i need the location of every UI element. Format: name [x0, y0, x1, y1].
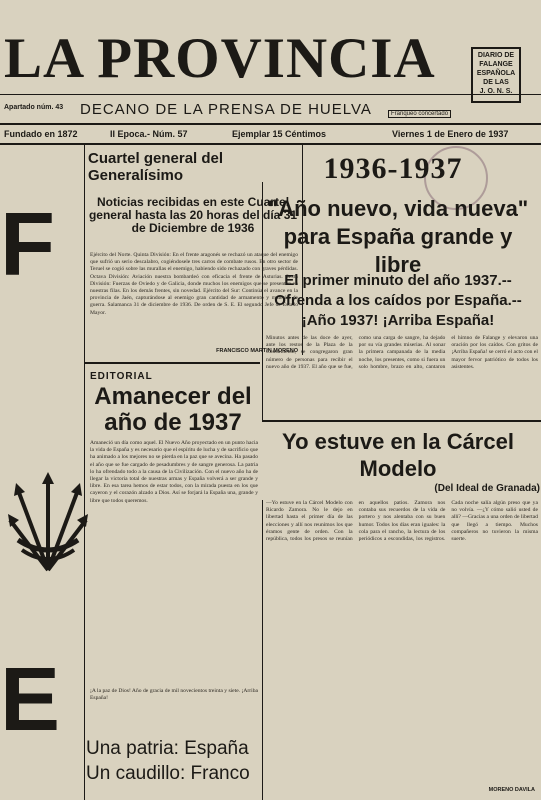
decano-tagline: DECANO DE LA PRENSA DE HUELVA	[80, 101, 372, 118]
editorial-motto: ¡A la paz de Dios! Año de gracia de mil novecientos treinta y siete. ¡Arriba España!	[90, 688, 258, 702]
cuartel-body: Ejército del Norte. Quinta División: En el frente aragonés se rechazó un ataque del enemigo que sufrió un serio descalabro, cogiéndosele tres carros de combate rusos. En otro sector de Teruel se cogió sobre las murallas el enemigo, habiendo sido rechazado con graves pérdidas. Octava División: Aviación nuestra bombardeó con eficacia el frente de Asturias. Sexta División: Fuerzas de Oviedo y de Galicia, donde muchos los enemigos que se presentan en nuestras filas. En los demás frentes, sin novedad. Ejército del Sur: Continúa el avance en la provincia de Jaén, capturándose al enemigo gran cantidad de armamento y material de guerra. Salamanca 31 de diciembre de 1936. De orden de S. E. El segundo Jefe de Estado Mayor.	[90, 252, 298, 316]
carcel-heading: Yo estuve en la Cárcel Modelo	[282, 429, 514, 481]
carcel-source: (Del Ideal de Granada)	[434, 483, 540, 494]
editorial-body: Amaneció un día como aquel. El Nuevo Año proyectado en un punto hacia la vida de España y es necesario que el espíritu de lucha y de sacrificio que ha animado a los mejores no se pierda en la paz que se avecina. Ha pasado el año que se fue cargado de pesadumbres y de sangre generosa. La patria lo ha ofrendado todo a la causa de la Civilización. Con el nuevo año ha de llegar la victoria total de nuestras armas y España volverá a ser grande y libre. En esa tarea hemos de estar todos, con la mirada puesta en los que cayeron y el corazón alzado a Dios. Así se forjará la España una, grande y libre que todos queremos.	[90, 440, 258, 504]
slogan-patria: Una patria: España	[86, 738, 249, 759]
section-rule	[262, 420, 541, 422]
franqueo-stamp: Franqueo concertado	[388, 110, 451, 118]
margin-letter-f: F	[0, 195, 55, 295]
slogan-caudillo: Un caudillo: Franco	[86, 763, 250, 784]
section-rule	[84, 362, 260, 364]
issue-info-bar	[0, 123, 541, 145]
main-headline: "Año nuevo, vida nueva" para España grande y libre	[267, 196, 529, 277]
masthead-title: LA PROVINCIA	[4, 27, 436, 90]
falange-line: ESPAÑOLA	[476, 70, 516, 77]
column-rule	[84, 145, 85, 800]
cuartel-subheading: Noticias recibidas en este Cuartel general hasta las 20 horas del día 31 de Diciembre de 1936	[88, 195, 298, 235]
main-body: Minutos antes de las doce de ayer, ante los restos de la Plaza de la Constitución, se congregaron gran número de personas para recibir el nuevo año de 1937. El año que se fue, como una carga de sangre, ha dejado por su vía grandes miserias. Al sonar la primera campanada de la media noche, los presentes, como si fuera un solo hombre, brazo en alto, cantaron el himno de Falange y elevaron una oración por los caídos. Con gritos de ¡Arriba España! se cerró el acto con el mayor fervor patriótico de todos los asistentes.	[266, 335, 538, 370]
apartado-label: Apartado núm. 43	[4, 104, 64, 111]
main-subheadline: El primer minuto del año 1937.--Ofrenda a los caídos por España.--¡Año 1937! ¡Arriba España!	[274, 272, 522, 329]
date-label: Viernes 1 de Enero de 1937	[392, 129, 509, 139]
editorial-tag: EDITORIAL	[90, 371, 153, 382]
margin-letter-e: E	[0, 650, 61, 750]
years-heading: 1936-1937	[323, 152, 463, 185]
falange-line: DE LAS	[483, 79, 509, 86]
falange-line: DIARIO DE	[477, 52, 515, 59]
cuartel-heading: Cuartel general del Generalísimo	[88, 150, 224, 184]
price-label: Ejemplar 15 Céntimos	[232, 129, 327, 139]
editorial-heading: Amanecer del año de 1937	[94, 383, 252, 436]
yoke-and-arrows-emblem	[8, 470, 88, 580]
epoca-label: II Epoca.- Núm. 57	[110, 129, 188, 139]
carcel-signature: MORENO DAVILA	[488, 787, 535, 793]
carcel-body: —Yo estuve en la Cárcel Modelo con Ricardo Zamora. No le dejo en libertad hasta el primer día de las elecciones y allí nos reunimos los que éramos gente de orden. Con la república, todos los presos se reunían en aquellos patios. Zamora nos contaba sus recuerdos de la vida de portero y nos alentaba con su buen humor. Todos los días eran iguales: la cola para el rancho, la lectura de los periódicos a escondidas, los registros. Cada noche salía algún preso que ya no volvía. —¿Y cómo salió usted de allí? —Gracias a una orden de libertad que llegó a tiempo. Muchos compañeros no tuvieron la misma suerte.	[266, 500, 538, 543]
falange-line: J. O. N. S.	[479, 88, 513, 95]
cuartel-signature: FRANCISCO MARTIN MORENO	[216, 348, 298, 354]
fundado-label: Fundado en 1872	[4, 129, 78, 139]
falange-line: FALANGE	[479, 61, 513, 68]
slogan-block	[86, 736, 286, 786]
